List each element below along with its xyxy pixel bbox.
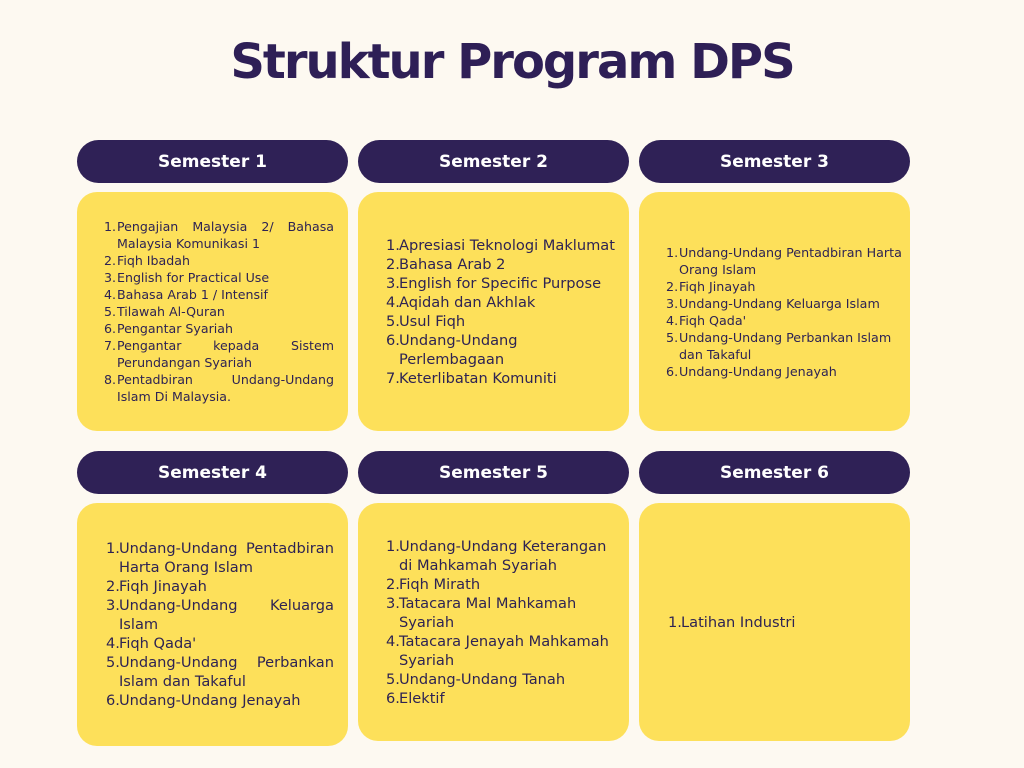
semester-4-course-box [77, 503, 348, 746]
semester-6-course-box [639, 503, 910, 741]
semester-3-course-box [639, 192, 910, 431]
course-item: Undang-Undang Perlembagaan [399, 331, 518, 368]
page-title: Struktur Program DPS [230, 34, 794, 90]
course-item: Undang-Undang Perbankan Islam dan Takaful [119, 654, 334, 690]
semester-1-course-list [117, 218, 334, 405]
semester-1-course-box [77, 192, 348, 431]
semester-3-course-list [679, 244, 902, 380]
semester-5-course-box [358, 503, 629, 741]
course-item: Usul Fiqh [399, 312, 466, 330]
course-item: Fiqh Mirath [399, 575, 481, 593]
course-item: Tatacara Jenayah Mahkamah Syariah [399, 632, 609, 669]
course-item: Keterlibatan Komuniti [399, 369, 557, 387]
course-item: Undang-Undang Tanah [399, 670, 566, 688]
course-item: Undang-Undang Keterangan di Mahkamah Syariah [399, 537, 607, 574]
course-item: Aqidah dan Akhlak [399, 293, 536, 311]
semester-3-header: Semester 3 [639, 140, 910, 183]
semester-2-header: Semester 2 [358, 140, 629, 183]
course-item: Fiqh Jinayah [119, 578, 207, 595]
course-item: Elektif [399, 689, 445, 707]
course-item: Bahasa Arab 1 / Intensif [117, 287, 268, 302]
semester-6-header: Semester 6 [639, 451, 910, 494]
course-item: Tatacara Mal Mahkamah Syariah [399, 594, 577, 631]
course-item: Undang-Undang Jenayah [119, 692, 301, 709]
course-item: Tilawah Al-Quran [117, 304, 225, 319]
semester-5-header: Semester 5 [358, 451, 629, 494]
course-item: Pengajian Malaysia 2/ Bahasa Malaysia Komunikasi 1 [117, 219, 334, 251]
course-item: Pentadbiran Undang-Undang Islam Di Malaysia. [117, 372, 334, 404]
course-item: Pengantar kepada Sistem Perundangan Syariah [117, 338, 334, 370]
course-item: Bahasa Arab 2 [399, 255, 506, 273]
course-item: Fiqh Ibadah [117, 253, 190, 268]
course-item: Fiqh Qada' [679, 312, 747, 328]
semester-2-course-list [399, 236, 615, 388]
course-item: Pengantar Syariah [117, 321, 233, 336]
course-item: Fiqh Qada' [119, 635, 197, 652]
semester-5-course-list [399, 537, 615, 708]
semester-4-course-list [119, 539, 334, 710]
course-item: English for Specific Purpose [399, 274, 602, 292]
course-item: English for Practical Use [117, 270, 270, 285]
semester-2-course-box [358, 192, 629, 431]
semester-1-header: Semester 1 [77, 140, 348, 183]
course-item: Undang-Undang Pentadbiran Harta Orang Islam [119, 540, 334, 576]
semester-6-course-list [681, 613, 896, 632]
course-item: Undang-Undang Jenayah [679, 363, 837, 379]
course-item: Apresiasi Teknologi Maklumat [399, 236, 615, 254]
course-item: Fiqh Jinayah [679, 278, 756, 294]
course-item: Undang-Undang Perbankan Islam dan Takaful [679, 329, 892, 362]
course-item: Undang-Undang Pentadbiran Harta Orang Islam [679, 244, 902, 277]
course-item: Undang-Undang Keluarga Islam [679, 295, 880, 311]
course-item: Latihan Industri [681, 613, 796, 631]
semester-4-header: Semester 4 [77, 451, 348, 494]
course-item: Undang-Undang Keluarga Islam [119, 597, 334, 633]
